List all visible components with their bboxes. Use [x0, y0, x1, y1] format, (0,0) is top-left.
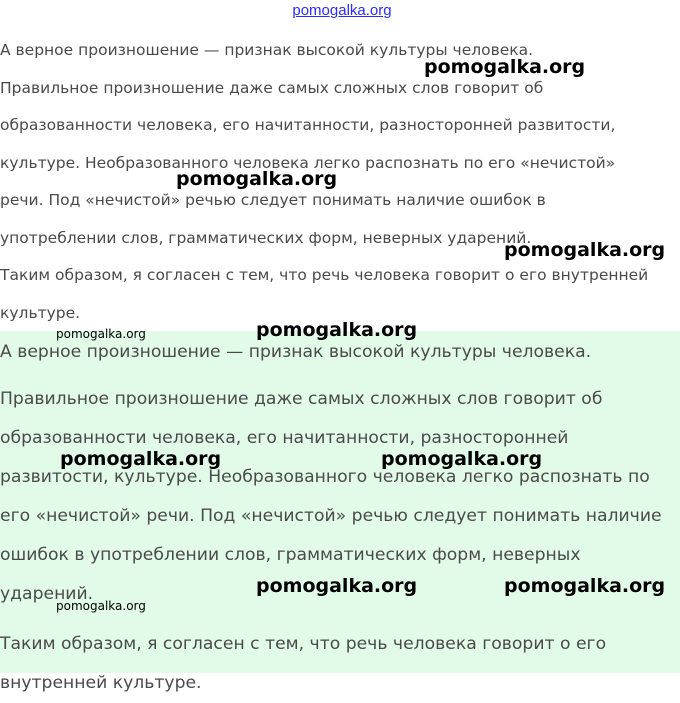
- watermark: pomogalka.org: [504, 239, 666, 261]
- watermark: pomogalka.org: [504, 575, 666, 597]
- text-line: Таким образом, я согласен с тем, что речь человека говорит о его внутренней: [0, 266, 649, 284]
- text-line: Правильное произношение даже самых сложных слов говорит об: [0, 389, 603, 409]
- text-line: А верное произношение — признак высокой культуры человека.: [0, 342, 592, 362]
- text-line: развитости, культуре. Необразованного человека легко распознать по: [0, 467, 650, 487]
- watermark: pomogalka.org: [176, 168, 338, 190]
- watermark: pomogalka.org: [60, 448, 222, 470]
- text-line: А верное произношение — признак высокой культуры человека.: [0, 41, 534, 59]
- watermark: pomogalka.org: [381, 448, 543, 470]
- text-line: ударений.: [0, 584, 94, 604]
- text-line: образованности человека, его начитанности, разносторонней развитости,: [0, 116, 616, 134]
- text-line: Таким образом, я согласен с тем, что речь человека говорит о его: [0, 634, 607, 654]
- text-line: Правильное произношение даже самых сложных слов говорит об: [0, 78, 544, 97]
- watermark: pomogalka.org: [56, 327, 146, 341]
- site-link[interactable]: pomogalka.org: [292, 2, 392, 19]
- watermark: pomogalka.org: [424, 56, 586, 78]
- text-line: образованности человека, его начитанности, разносторонней: [0, 428, 569, 448]
- watermark: pomogalka.org: [256, 575, 418, 597]
- text-line: его «нечистой» речи. Под «нечистой» речью следует понимать наличие: [0, 506, 662, 526]
- text-line: употреблении слов, грамматических форм, неверных ударений.: [0, 228, 532, 247]
- watermark: pomogalka.org: [56, 599, 146, 613]
- text-line: внутренней культуре.: [0, 673, 202, 693]
- watermark: pomogalka.org: [256, 319, 418, 341]
- text-line: культуре. Необразованного человека легко распознать по его «нечистой»: [0, 153, 616, 172]
- essay-highlighted: [0, 331, 680, 693]
- text-line: речи. Под «нечистой» речью следует понимать наличие ошибок в: [0, 191, 546, 209]
- text-line: ошибок в употреблении слов, грамматических форм, неверных: [0, 545, 581, 565]
- text-line: культуре.: [0, 303, 81, 322]
